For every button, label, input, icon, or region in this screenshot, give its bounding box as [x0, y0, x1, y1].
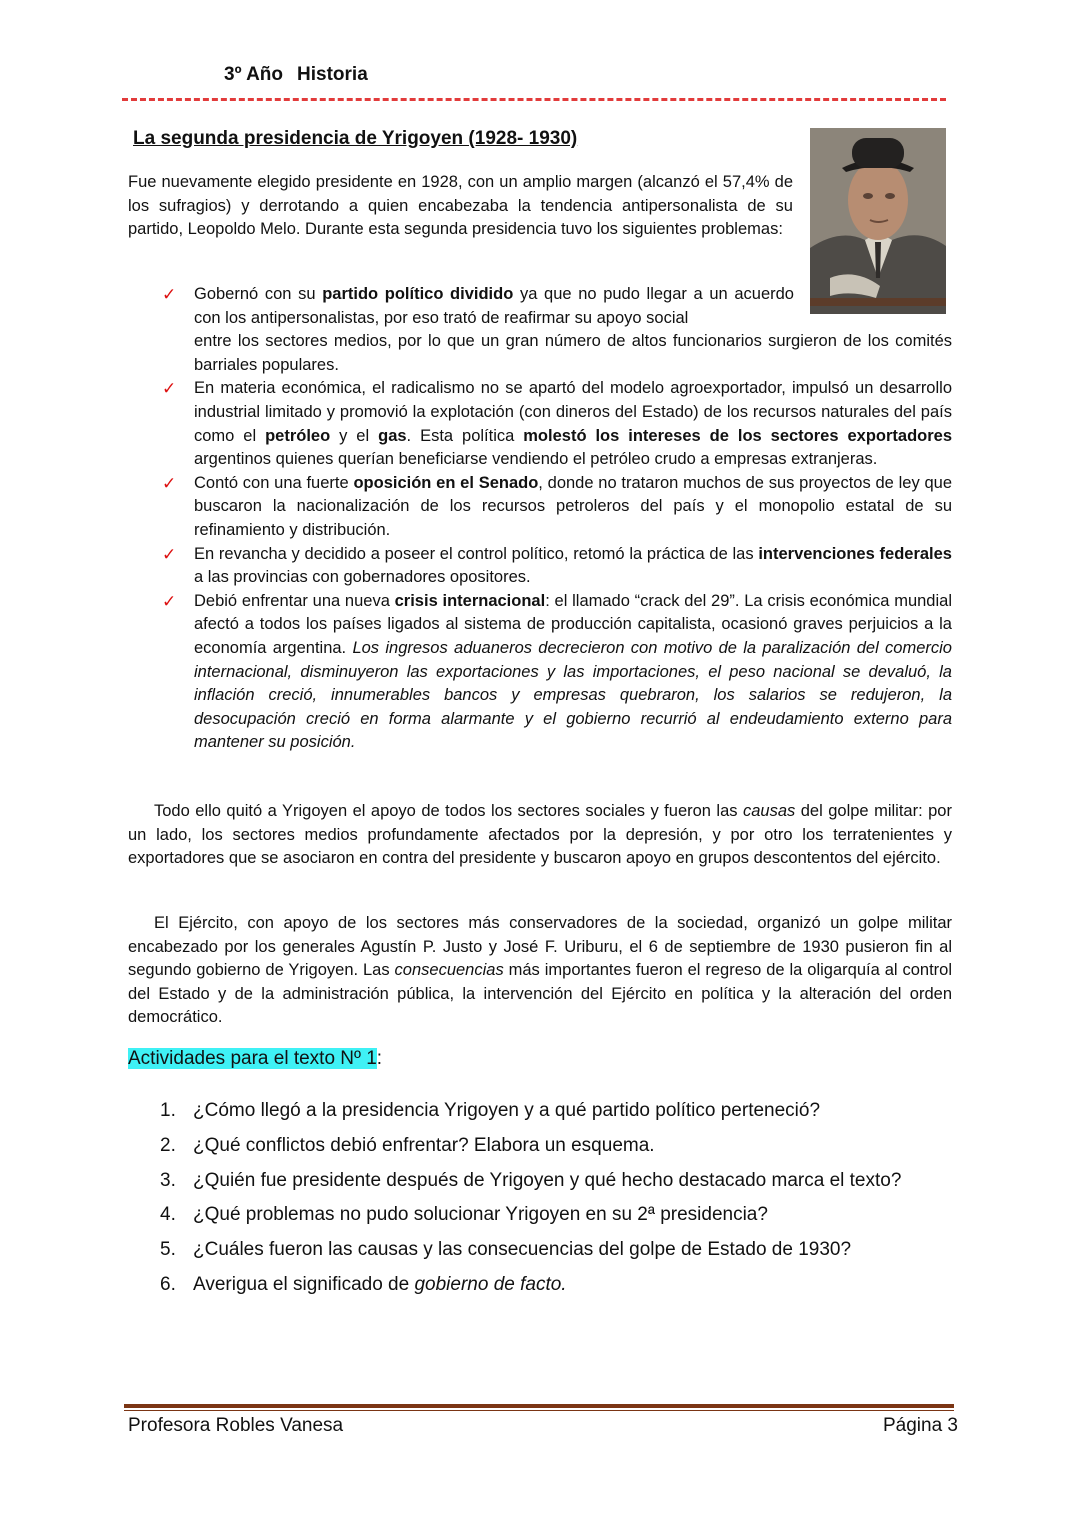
intro-paragraph: Fue nuevamente elegido presidente en 1928, con un amplio margen (alcanzó el 57,4% de los sufragios) y derrotando a quien encabezaba la tendencia antipersonalista de su partido, Leopoldo Melo. Durante esta segunda presidencia tuvo los siguientes problemas:	[128, 173, 793, 239]
footer-page-number: Página 3	[882, 1415, 958, 1436]
consequences-paragraph: El Ejército, con apoyo de los sectores más conservadores de la sociedad, organizó un golpe militar encabezado por los generales Agustín P. Justo y José F. Uriburu, el 6 de septiembre de 1930 pusieron fin al segundo gobierno de Yrigoyen. Las consecuencias más importantes fueron el regreso de la oligarquía al control del Estado y de la administración pública, la intervención del Ejército en política y la alteración del orden democrático.	[128, 914, 952, 1027]
problems-checklist	[128, 283, 952, 755]
check-icon: ✓	[162, 544, 177, 564]
list-item: 2. ¿Qué conflictos debió enfrentar? Elabora un esquema.	[160, 1134, 655, 1156]
header-year: 3º Año	[224, 64, 284, 85]
page-header	[224, 64, 368, 86]
footer-author: Profesora Robles Vanesa	[128, 1415, 344, 1436]
check-icon: ✓	[162, 591, 177, 611]
list-item: ✓ En materia económica, el radicalismo no se apartó del modelo agroexportador, impulsó un desarrollo industrial limitado y promovió la explotación (con dineros del Estado) de los recursos naturales del país como el petróleo y el gas. Esta política molestó los intereses de los sectores exportadores argentinos quienes querían beneficiarse vendiendo el petróleo crudo a empresas extranjeras.	[162, 379, 952, 469]
footer-divider-thin	[124, 1410, 954, 1411]
check-icon: ✓	[162, 379, 177, 399]
causes-paragraph: Todo ello quitó a Yrigoyen el apoyo de todos los sectores sociales y fueron las causas del golpe militar: por un lado, los sectores medios profundamente afectados por la depresión, y por otro los terratenientes y exportadores que se asociaron en contra del presidente y buscaron apoyo en grupos descontentos del ejército.	[128, 802, 952, 868]
header-subject: Historia	[297, 64, 368, 85]
check-icon: ✓	[162, 473, 177, 493]
activities-heading: Actividades para el texto Nº 1:	[128, 1048, 383, 1069]
activities-heading-text: Actividades para el texto Nº 1	[128, 1048, 377, 1069]
footer-divider	[124, 1404, 954, 1408]
list-item: 1. ¿Cómo llegó a la presidencia Yrigoyen y a qué partido político perteneció?	[160, 1100, 821, 1121]
list-item: 6. Averigua el significado de gobierno de facto.	[160, 1273, 567, 1295]
section-title: La segunda presidencia de Yrigoyen (1928- 1930)	[133, 128, 578, 149]
list-item: ✓ Debió enfrentar una nueva crisis internacional: el llamado “crack del 29”. La crisis económica mundial afectó a todos los países ligados al sistema de producción capitalista, ocasionó graves perjuicios a la economía argentina. Los ingresos aduaneros decrecieron con motivo de la paralización del comercio internacional, disminuyeron las exportaciones y las importaciones, el peso nacional se devaluó, la inflación creció, innumerables bancos y empresas quebraron, los salarios se redujeron, la desocupación creció en forma alarmante y el gobierno recurrió al endeudamiento externo para mantener su posición.	[162, 591, 952, 752]
header-divider	[122, 98, 946, 101]
list-item: 5. ¿Cuáles fueron las causas y las consecuencias del golpe de Estado de 1930?	[160, 1239, 852, 1261]
list-item: 4. ¿Qué problemas no pudo solucionar Yrigoyen en su 2ª presidencia?	[160, 1204, 768, 1226]
activities-list	[160, 1100, 901, 1309]
check-icon: ✓	[162, 285, 177, 304]
list-item: ✓ En revancha y decidido a poseer el control político, retomó la práctica de las intervenciones federales a las provincias con gobernadores opositores.	[162, 544, 952, 587]
list-item: 3. ¿Quién fue presidente después de Yrigoyen y qué hecho destacado marca el texto?	[160, 1169, 902, 1191]
list-item: ✓ Contó con una fuerte oposición en el Senado, donde no trataron muchos de sus proyectos de ley que buscaron la nacionalización de los recursos petroleros del país y el monopolio estatal de su refinamiento y distribución.	[162, 473, 953, 539]
list-item: ✓ Gobernó con su partido político dividido ya que no pudo llegar a un acuerdo con los antipersonalistas, por eso trató de reafirmar su apoyo social entre los sectores medios, por lo que un gran número de altos funcionarios surgieron de los comités barriales populares.	[162, 285, 952, 374]
